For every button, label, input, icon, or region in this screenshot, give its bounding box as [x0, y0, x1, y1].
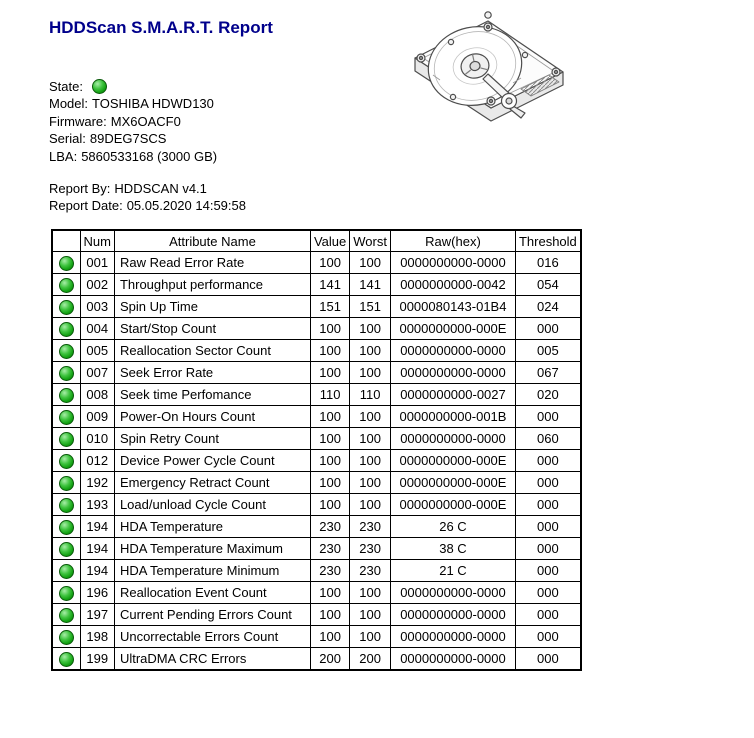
attribute-worst: 151 [350, 296, 391, 318]
attribute-threshold: 000 [515, 450, 580, 472]
lba-label: LBA: [49, 148, 78, 164]
attribute-row [52, 362, 581, 384]
attribute-value: 100 [310, 428, 349, 450]
attribute-ok-led-icon [59, 322, 74, 337]
attribute-value: 100 [310, 362, 349, 384]
attribute-value: 100 [310, 318, 349, 340]
status-cell [52, 340, 80, 362]
attribute-worst: 141 [350, 274, 391, 296]
attribute-ok-led-icon [59, 344, 74, 359]
attribute-ok-led-icon [59, 278, 74, 293]
smart-table-body [52, 252, 581, 671]
attribute-value: 230 [310, 560, 349, 582]
model-line [49, 95, 217, 112]
status-cell [52, 494, 80, 516]
attribute-threshold: 000 [515, 318, 580, 340]
attribute-raw: 0000000000-0000 [390, 626, 515, 648]
attribute-row [52, 340, 581, 362]
attribute-worst: 100 [350, 406, 391, 428]
attribute-raw: 38 C [390, 538, 515, 560]
attribute-ok-led-icon [59, 476, 74, 491]
attribute-name: Spin Up Time [114, 296, 310, 318]
attribute-num: 196 [80, 582, 114, 604]
report-date-line [49, 197, 246, 214]
attribute-row [52, 494, 581, 516]
attribute-value: 200 [310, 648, 349, 671]
state-label: State: [49, 79, 83, 94]
attribute-threshold: 000 [515, 494, 580, 516]
attribute-threshold: 020 [515, 384, 580, 406]
attribute-value: 100 [310, 494, 349, 516]
attribute-ok-led-icon [59, 630, 74, 645]
status-cell [52, 516, 80, 538]
attribute-raw: 0000000000-0027 [390, 384, 515, 406]
attribute-threshold: 054 [515, 274, 580, 296]
attribute-raw: 0000080143-01B4 [390, 296, 515, 318]
attribute-value: 100 [310, 340, 349, 362]
raw-hex-column-header: Raw(hex) [390, 230, 515, 252]
attribute-threshold: 000 [515, 472, 580, 494]
status-cell [52, 428, 80, 450]
attribute-raw: 0000000000-001B [390, 406, 515, 428]
attribute-name: Seek Error Rate [114, 362, 310, 384]
model-label: Model: [49, 96, 89, 112]
attribute-worst: 230 [350, 538, 391, 560]
firmware-value: MX6OACF0 [110, 113, 181, 129]
attribute-num: 012 [80, 450, 114, 472]
attribute-num: 194 [80, 538, 114, 560]
attribute-value: 141 [310, 274, 349, 296]
attribute-name: Throughput performance [114, 274, 310, 296]
attribute-row [52, 516, 581, 538]
attribute-row [52, 318, 581, 340]
attribute-num: 010 [80, 428, 114, 450]
report-by-value: HDDSCAN v4.1 [114, 181, 207, 196]
attribute-num: 197 [80, 604, 114, 626]
attribute-worst: 100 [350, 318, 391, 340]
status-cell [52, 384, 80, 406]
attribute-value: 100 [310, 626, 349, 648]
attribute-raw: 0000000000-0000 [390, 428, 515, 450]
attribute-raw: 0000000000-0000 [390, 604, 515, 626]
report-date-value: 05.05.2020 14:59:58 [126, 198, 246, 214]
attribute-worst: 100 [350, 362, 391, 384]
attribute-name: Load/unload Cycle Count [114, 494, 310, 516]
attribute-row [52, 582, 581, 604]
attribute-threshold: 005 [515, 340, 580, 362]
attribute-row [52, 384, 581, 406]
threshold-column-header: Threshold [515, 230, 580, 252]
attribute-value: 151 [310, 296, 349, 318]
attribute-threshold: 067 [515, 362, 580, 384]
attribute-name: HDA Temperature Maximum [114, 538, 310, 560]
table-header-row [52, 230, 581, 252]
attribute-worst: 200 [350, 648, 391, 671]
attribute-ok-led-icon [59, 520, 74, 535]
attribute-name: Reallocation Event Count [114, 582, 310, 604]
attribute-row [52, 604, 581, 626]
attribute-row [52, 450, 581, 472]
attribute-name: Reallocation Sector Count [114, 340, 310, 362]
attribute-ok-led-icon [59, 300, 74, 315]
attribute-worst: 100 [350, 626, 391, 648]
attribute-threshold: 016 [515, 252, 580, 274]
attribute-name: Power-On Hours Count [114, 406, 310, 428]
attribute-raw: 0000000000-000E [390, 472, 515, 494]
attribute-raw: 0000000000-000E [390, 450, 515, 472]
attribute-raw: 0000000000-0000 [390, 340, 515, 362]
attribute-num: 001 [80, 252, 114, 274]
attribute-name: HDA Temperature Minimum [114, 560, 310, 582]
attribute-threshold: 000 [515, 604, 580, 626]
report-by-line [49, 180, 246, 197]
state-ok-led-icon [92, 79, 107, 94]
lba-value: 5860533168 (3000 GB) [81, 148, 218, 164]
attribute-worst: 100 [350, 252, 391, 274]
attribute-worst: 100 [350, 604, 391, 626]
attribute-value: 100 [310, 450, 349, 472]
attribute-num: 004 [80, 318, 114, 340]
status-cell [52, 626, 80, 648]
attribute-name: Seek time Perfomance [114, 384, 310, 406]
num-column-header: Num [80, 230, 114, 252]
attribute-name: Spin Retry Count [114, 428, 310, 450]
status-cell [52, 472, 80, 494]
attribute-name: UltraDMA CRC Errors [114, 648, 310, 671]
attribute-num: 003 [80, 296, 114, 318]
attribute-raw: 0000000000-0042 [390, 274, 515, 296]
status-cell [52, 296, 80, 318]
hard-drive-illustration [393, 5, 571, 147]
worst-column-header: Worst [350, 230, 391, 252]
firmware-label: Firmware: [49, 113, 107, 129]
model-value: TOSHIBA HDWD130 [92, 96, 214, 112]
attribute-ok-led-icon [59, 366, 74, 381]
attribute-ok-led-icon [59, 608, 74, 623]
page-title: HDDScan S.M.A.R.T. Report [49, 18, 273, 37]
attribute-ok-led-icon [59, 586, 74, 601]
attribute-threshold: 024 [515, 296, 580, 318]
attribute-worst: 100 [350, 582, 391, 604]
attribute-row [52, 538, 581, 560]
attribute-num: 194 [80, 560, 114, 582]
device-info [49, 78, 217, 165]
attribute-name: Emergency Retract Count [114, 472, 310, 494]
attribute-ok-led-icon [59, 410, 74, 425]
firmware-line [49, 113, 217, 130]
attribute-name-column-header: Attribute Name [114, 230, 310, 252]
attribute-num: 194 [80, 516, 114, 538]
status-cell [52, 560, 80, 582]
attribute-name: Device Power Cycle Count [114, 450, 310, 472]
attribute-threshold: 060 [515, 428, 580, 450]
attribute-row [52, 626, 581, 648]
attribute-ok-led-icon [59, 454, 74, 469]
attribute-raw: 0000000000-0000 [390, 362, 515, 384]
attribute-num: 009 [80, 406, 114, 428]
attribute-num: 193 [80, 494, 114, 516]
attribute-row [52, 296, 581, 318]
attribute-num: 007 [80, 362, 114, 384]
status-cell [52, 362, 80, 384]
attribute-row [52, 472, 581, 494]
attribute-raw: 26 C [390, 516, 515, 538]
status-cell [52, 274, 80, 296]
attribute-value: 230 [310, 538, 349, 560]
attribute-row [52, 428, 581, 450]
attribute-value: 100 [310, 582, 349, 604]
attribute-worst: 230 [350, 516, 391, 538]
status-cell [52, 406, 80, 428]
status-cell [52, 648, 80, 671]
attribute-threshold: 000 [515, 626, 580, 648]
attribute-threshold: 000 [515, 516, 580, 538]
attribute-ok-led-icon [59, 564, 74, 579]
attribute-threshold: 000 [515, 560, 580, 582]
attribute-worst: 100 [350, 472, 391, 494]
attribute-threshold: 000 [515, 582, 580, 604]
status-cell [52, 252, 80, 274]
attribute-worst: 230 [350, 560, 391, 582]
attribute-name: Start/Stop Count [114, 318, 310, 340]
attribute-ok-led-icon [59, 542, 74, 557]
attribute-name: Raw Read Error Rate [114, 252, 310, 274]
status-cell [52, 450, 80, 472]
attribute-raw: 0000000000-0000 [390, 648, 515, 671]
attribute-num: 192 [80, 472, 114, 494]
attribute-ok-led-icon [59, 256, 74, 271]
status-cell [52, 538, 80, 560]
attribute-value: 110 [310, 384, 349, 406]
attribute-ok-led-icon [59, 388, 74, 403]
attribute-value: 230 [310, 516, 349, 538]
attribute-ok-led-icon [59, 432, 74, 447]
attribute-row [52, 274, 581, 296]
value-column-header: Value [310, 230, 349, 252]
attribute-worst: 100 [350, 428, 391, 450]
status-cell [52, 582, 80, 604]
report-by-label: Report By: [49, 181, 111, 196]
attribute-worst: 100 [350, 494, 391, 516]
attribute-value: 100 [310, 472, 349, 494]
attribute-name: HDA Temperature [114, 516, 310, 538]
attribute-raw: 0000000000-0000 [390, 252, 515, 274]
attribute-worst: 110 [350, 384, 391, 406]
attribute-row [52, 406, 581, 428]
attribute-worst: 100 [350, 340, 391, 362]
attribute-threshold: 000 [515, 538, 580, 560]
attribute-raw: 0000000000-000E [390, 494, 515, 516]
attribute-num: 005 [80, 340, 114, 362]
attribute-ok-led-icon [59, 498, 74, 513]
serial-line [49, 130, 217, 147]
attribute-row [52, 560, 581, 582]
lba-line [49, 148, 217, 165]
attribute-name: Current Pending Errors Count [114, 604, 310, 626]
attribute-value: 100 [310, 604, 349, 626]
state-line [49, 78, 217, 95]
serial-label: Serial: [49, 131, 86, 147]
status-cell [52, 318, 80, 340]
report-date-label: Report Date: [49, 198, 123, 214]
attribute-row [52, 648, 581, 671]
attribute-raw: 0000000000-000E [390, 318, 515, 340]
attribute-raw: 21 C [390, 560, 515, 582]
report-meta [49, 180, 246, 215]
attribute-raw: 0000000000-0000 [390, 582, 515, 604]
attribute-threshold: 000 [515, 648, 580, 671]
attribute-worst: 100 [350, 450, 391, 472]
attribute-ok-led-icon [59, 652, 74, 667]
attribute-num: 002 [80, 274, 114, 296]
attribute-threshold: 000 [515, 406, 580, 428]
status-cell [52, 604, 80, 626]
attribute-value: 100 [310, 252, 349, 274]
serial-value: 89DEG7SCS [89, 131, 167, 147]
attribute-row [52, 252, 581, 274]
attribute-name: Uncorrectable Errors Count [114, 626, 310, 648]
status-column-header [52, 230, 80, 252]
attribute-value: 100 [310, 406, 349, 428]
attribute-num: 008 [80, 384, 114, 406]
smart-attributes-table [51, 229, 582, 671]
attribute-num: 198 [80, 626, 114, 648]
hard-drive-icon [393, 5, 571, 147]
attribute-num: 199 [80, 648, 114, 671]
